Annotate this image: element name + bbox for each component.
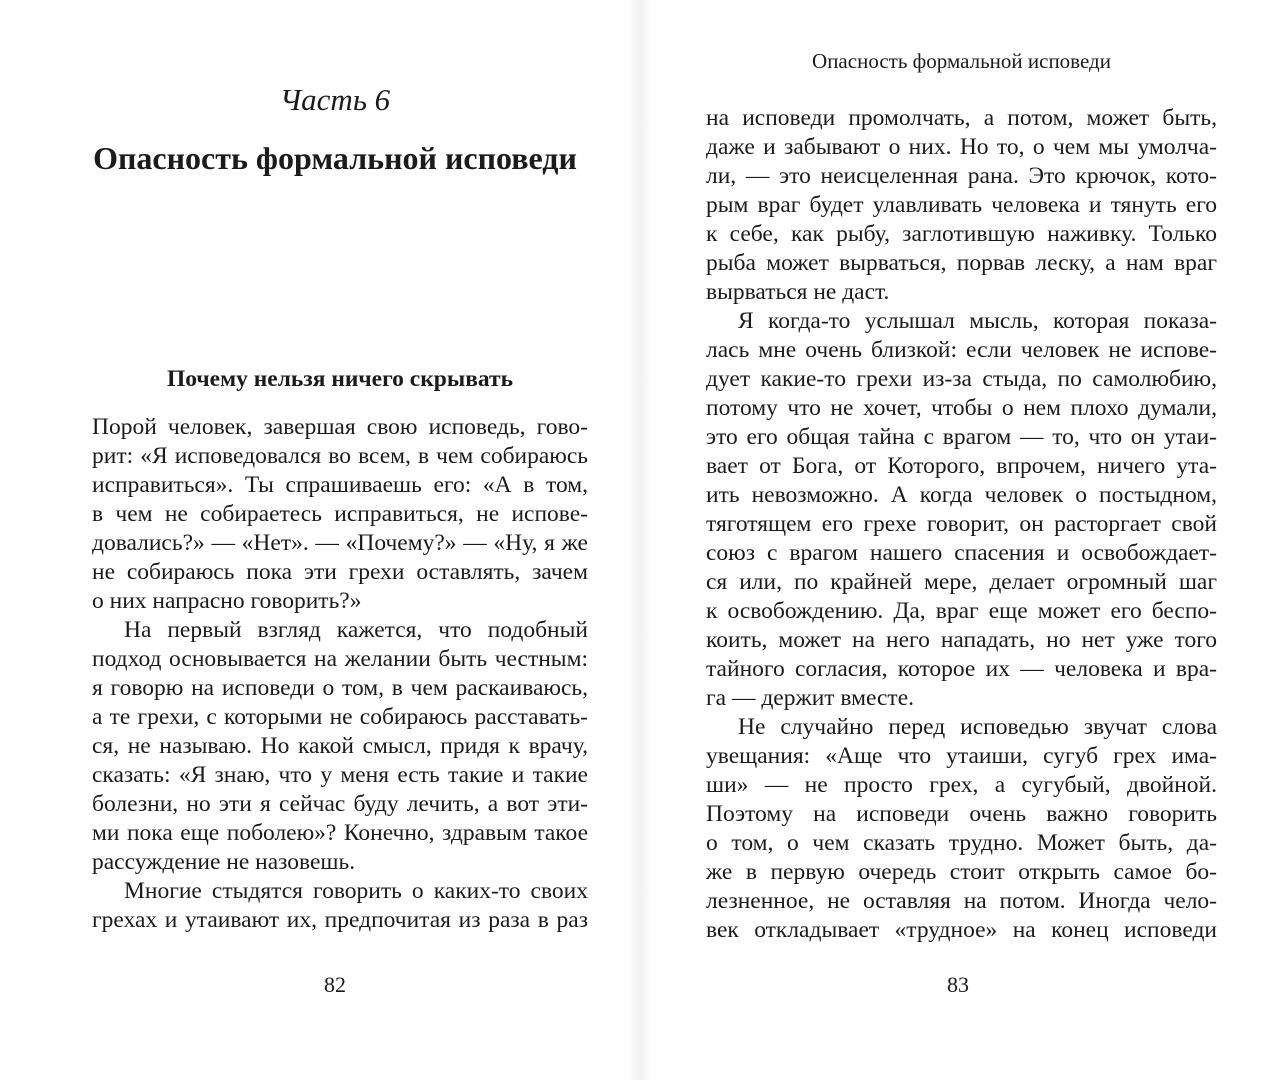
text-line: о них напрасно говорить?» [92,588,362,614]
text-line: сказать: «Я знаю, что у меня есть такие и такие [92,762,588,788]
text-line: га — держит вместе. [706,685,915,711]
text-line: подход основывается на желании быть честным: [92,646,588,672]
text-line: Порой человек, завершая свою исповедь, гово- [92,414,588,440]
section-title: Почему нельзя ничего скрывать [166,366,514,392]
text-line: Поэтому на исповеди очень важно говорить [706,801,1217,827]
chapter-title: Опасность формальной исповеди [93,140,577,176]
text-line: союз с врагом нашего спасения и освобождает- [706,540,1217,566]
text-line: ить невозможно. А когда человек о постыдном, [706,482,1217,508]
text-line: ши» — не просто грех, а сугубый, двойной. [706,772,1217,798]
text-line: рыба может вырваться, порвав леску, а нам враг [706,250,1217,276]
text-line: рассуждение не назовешь. [92,849,356,875]
text-line: ся или, по крайней мере, делает огромный шаг [706,569,1217,595]
book-gutter [628,0,652,1080]
text-line: не собираюсь пока эти грехи оставлять, зачем [92,559,588,585]
text-line: я говорю на исповеди о том, в чем раскаиваюсь, [92,675,588,701]
text-line: грехах и утаивают их, предпочитая из раза в раз [92,907,588,933]
text-line: век откладывает «трудное» на конец исповеди [706,917,1217,943]
text-line: же в первую очередь стоит открыть самое бо- [706,859,1217,885]
text-line: потому что не хочет, чтобы о нем плохо думали, [706,395,1217,421]
text-line: к освобождению. Да, враг еще может его беспо- [706,598,1217,624]
text-line: дует какие-то грехи из-за стыда, по самолюбию, [706,366,1217,392]
text-line: коить, может на него нападать, но нет уже того [706,627,1217,653]
text-line: исправиться». Ты спрашиваешь его: «А в том, [92,472,588,498]
text-line: тяготящем его грехе говорит, он расторгает свой [706,511,1217,537]
part-title: Часть 6 [279,82,391,117]
page-number-left: 82 [324,972,346,997]
text-line: вырваться не даст. [706,279,890,305]
text-line: даже и забывают о них. Но то, о чем мы умолча- [706,134,1217,160]
text-line: в чем не собираетесь исправиться, не испове- [92,501,588,527]
text-line: к себе, как рыбу, заглотившую наживку. Только [706,221,1217,247]
text-line: рит: «Я исповедовался во всем, в чем собираюсь [92,443,588,469]
text-line: ми пока еще поболею»? Конечно, здравым такое [92,820,588,846]
text-line: лась мне очень близкой: если человек не испове- [706,337,1217,363]
text-line: а те грехи, с которыми не собираюсь расставать- [92,704,588,730]
right-body-text [706,104,1217,945]
text-line: Не случайно перед исповедью звучат слова [738,714,1217,740]
text-line: рым враг будет улавливать человека и тянуть его [706,192,1217,218]
running-header: Опасность формальной исповеди [812,49,1111,73]
text-line: вает от Бога, от Которого, впрочем, ничего ута- [706,453,1217,479]
text-line: тайного согласия, которое их — человека и вра- [706,656,1217,682]
text-line: довались?» — «Нет». — «Почему?» — «Ну, я же [92,530,588,556]
text-line: На первый взгляд кажется, что подобный [124,617,588,643]
text-line: лезненное, не оставляя на потом. Иногда чело- [706,888,1217,914]
text-line: Я когда-то услышал мысль, которая показа- [738,308,1217,334]
text-line: увещания: «Аще что утаиши, сугуб грех има- [706,743,1217,769]
text-line: ся, не называю. Но какой смысл, придя к врачу, [92,733,588,759]
text-line: ли, — это неисцеленная рана. Это крючок, кото- [706,163,1217,189]
text-line: это его общая тайна с врагом — то, что он утаи- [706,424,1217,450]
text-line: о том, о чем сказать трудно. Может быть, да- [706,830,1217,856]
text-line: Многие стыдятся говорить о каких-то своих [124,878,588,904]
page-number-right: 83 [947,972,969,997]
text-line: болезни, но эти я сейчас буду лечить, а вот эти- [92,791,588,817]
left-body-text [92,413,588,935]
text-line: на исповеди промолчать, а потом, может быть, [706,105,1217,131]
